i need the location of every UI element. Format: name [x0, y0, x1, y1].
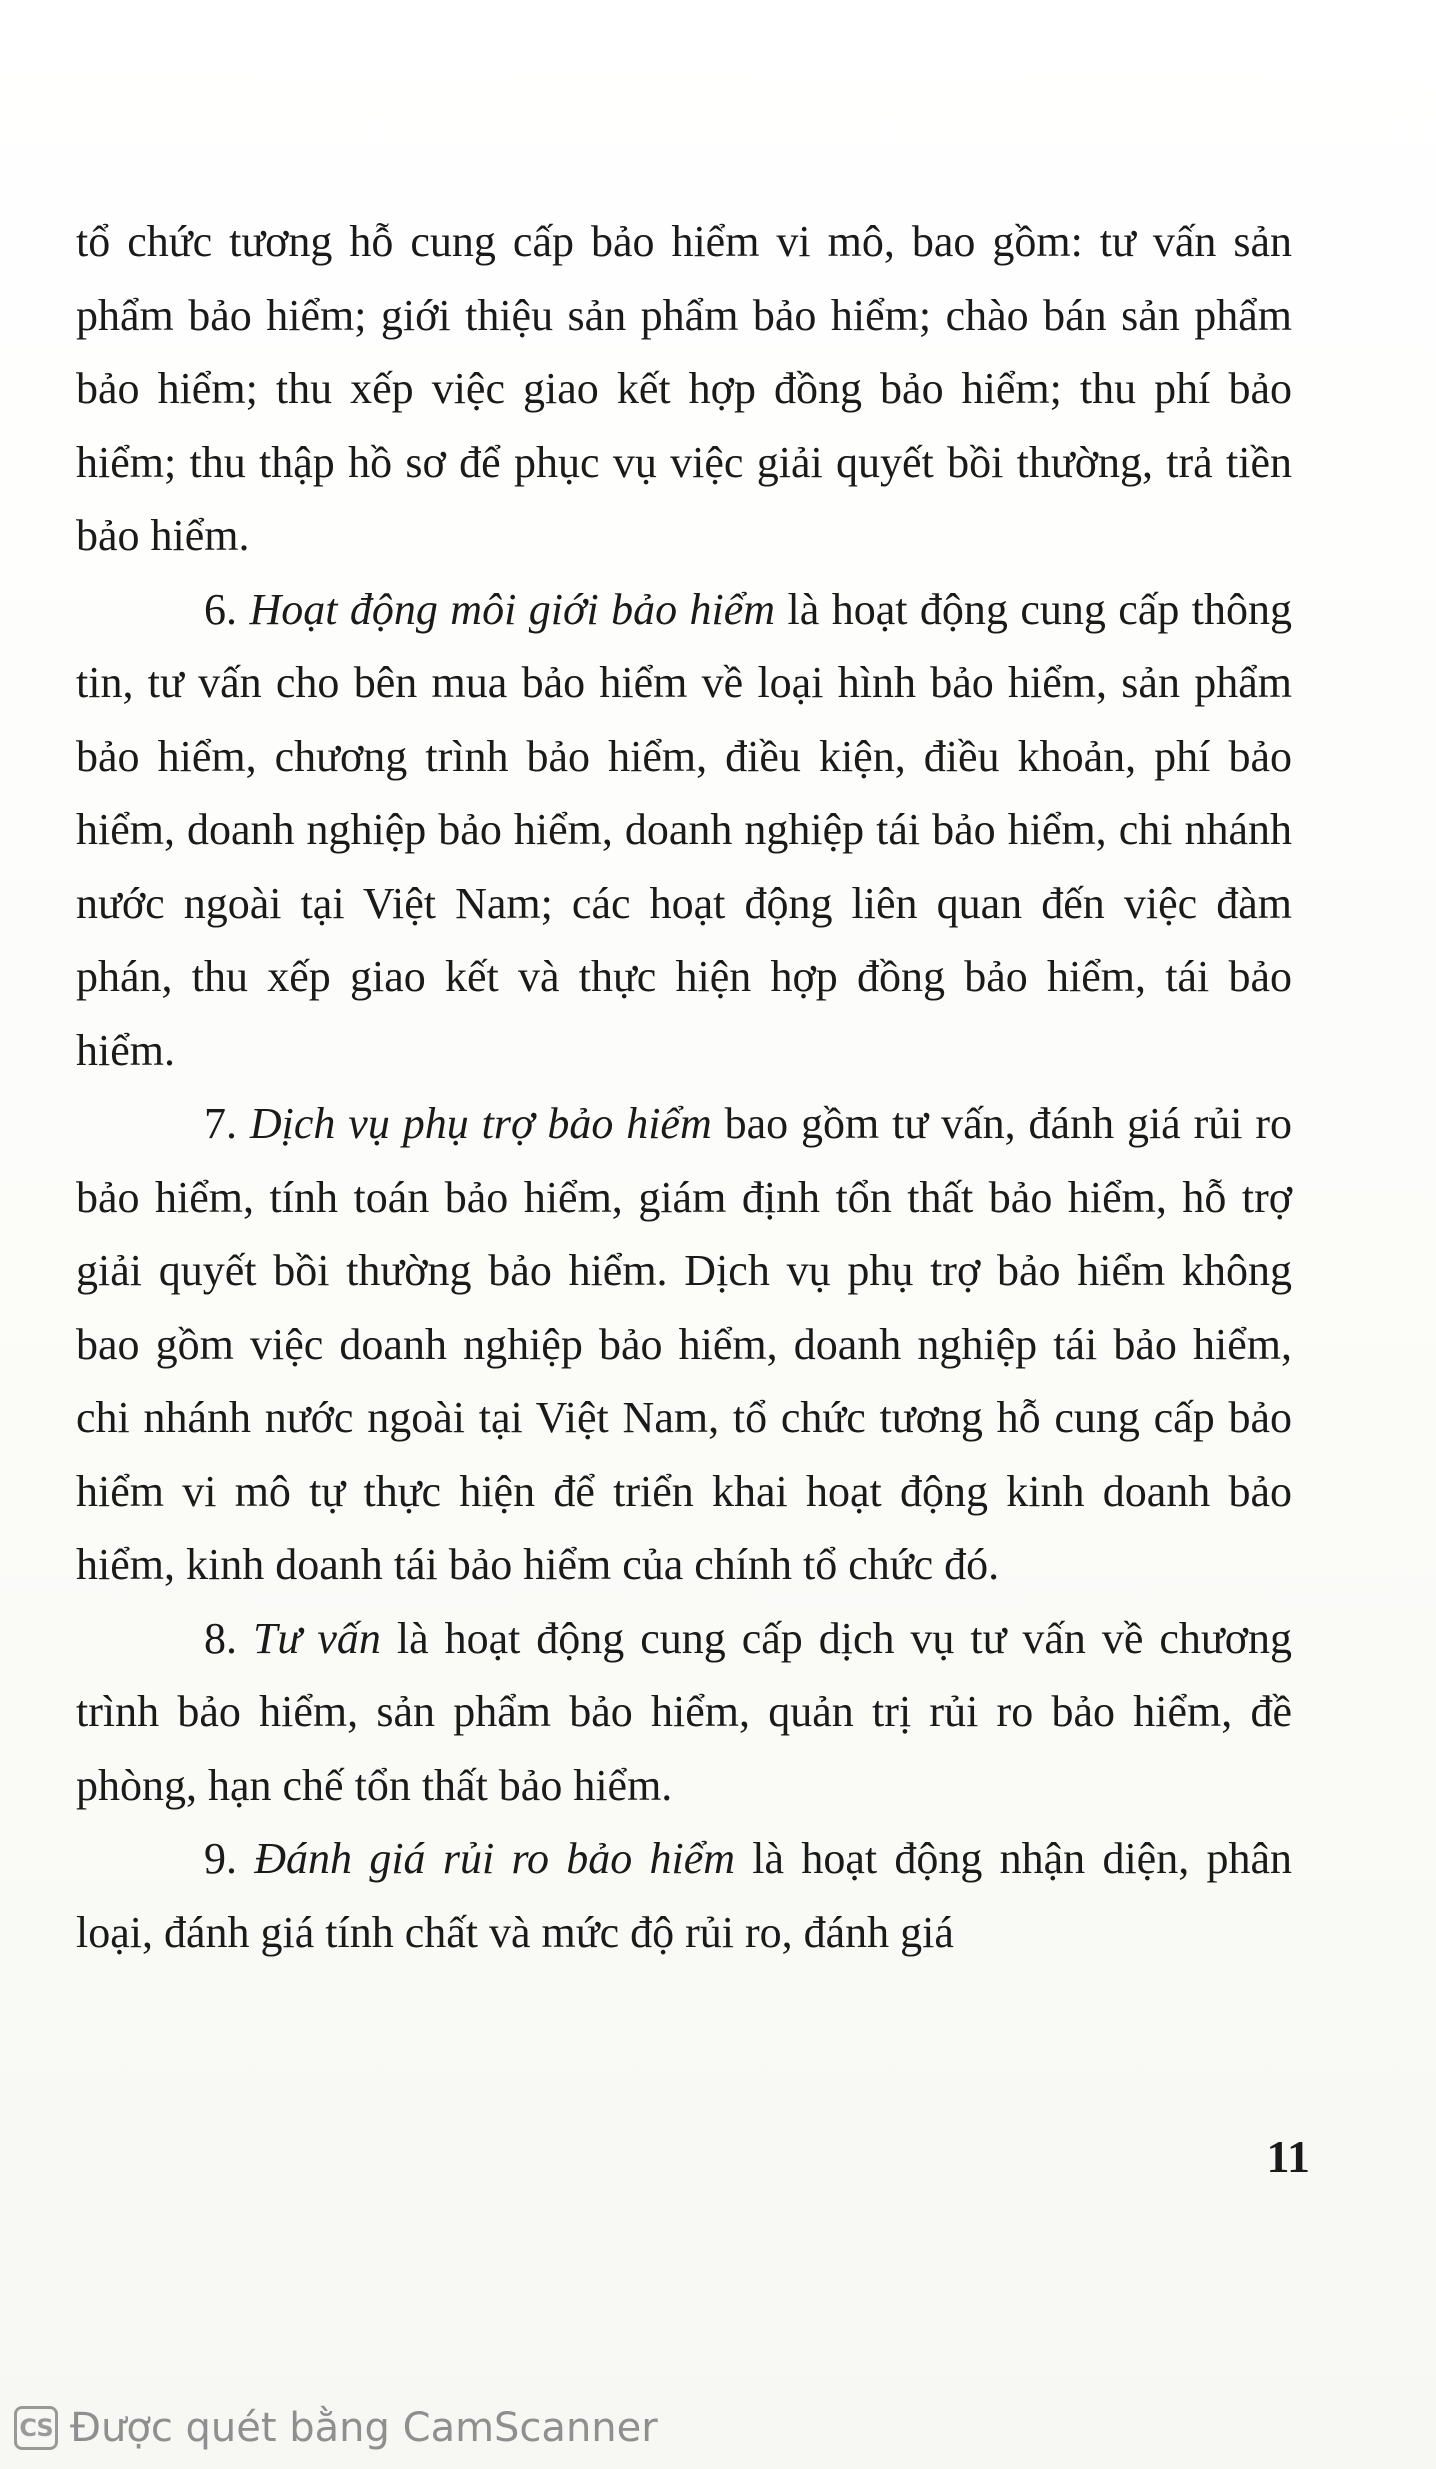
watermark-text: Được quét bằng CamScanner: [70, 2405, 658, 2451]
defined-term: Tư vấn: [252, 1613, 381, 1663]
defined-term: Hoạt động môi giới bảo hiểm: [249, 584, 776, 634]
paragraph-text: là hoạt động cung cấp dịch vụ tư vấn về chương trình bảo hiểm, sản phẩm bảo hiểm, quản trị rủi ro bảo hiểm, đề phòng, hạn chế tổn thất bảo hiểm.: [76, 1613, 1293, 1810]
defined-term: Đánh giá rủi ro bảo hiểm: [254, 1834, 736, 1883]
paragraph-number: 9.: [204, 1834, 255, 1883]
scanner-watermark: [14, 2400, 658, 2456]
page-body: [76, 205, 1292, 1969]
paragraph-text: là hoạt động cung cấp thông tin, tư vấn cho bên mua bảo hiểm về loại hình bảo hiểm, sản phẩm bảo hiểm, chương trình bảo hiểm, điều kiện, điều khoản, phí bảo hiểm, doanh nghiệp bảo hiểm, doanh nghiệp tái bảo hiểm, chi nhánh nước ngoài tại Việt Nam; các hoạt động liên quan đến việc đàm phán, thu xếp giao kết và thực hiện hợp đồng bảo hiểm, tái bảo hiểm.: [76, 584, 1292, 1075]
paragraph-8: [76, 1602, 1292, 1823]
paragraph-number: 8.: [204, 1613, 253, 1663]
paragraph-continuation: [76, 205, 1292, 573]
paragraph-6: [76, 573, 1292, 1088]
paragraph-text: bao gồm tư vấn, đánh giá rủi ro bảo hiểm, tính toán bảo hiểm, giám định tổn thất bảo hiểm, hỗ trợ giải quyết bồi thường bảo hiểm. Dịch vụ phụ trợ bảo hiểm không bao gồm việc doanh nghiệp bảo hiểm, doanh nghiệp tái bảo hiểm, chi nhánh nước ngoài tại Việt Nam, tổ chức tương hỗ cung cấp bảo hiểm vi mô tự thực hiện để triển khai hoạt động kinh doanh bảo hiểm, kinh doanh tái bảo hiểm của chính tổ chức đó.: [76, 1099, 1293, 1589]
camscanner-logo-icon: CS: [14, 2406, 58, 2450]
paragraph-text: là hoạt động nhận diện, phân loại, đánh giá tính chất và mức độ rủi ro, đánh giá: [76, 1834, 1292, 1957]
paragraph-number: 7.: [204, 1099, 250, 1148]
paragraph-7: [76, 1087, 1292, 1602]
page-number: 11: [1266, 2131, 1310, 2182]
paragraph-text: tổ chức tương hỗ cung cấp bảo hiểm vi mô, bao gồm: tư vấn sản phẩm bảo hiểm; giới thiệu sản phẩm bảo hiểm; chào bán sản phẩm bảo hiểm; thu xếp việc giao kết hợp đồng bảo hiểm; thu phí bảo hiểm; thu thập hồ sơ để phục vụ việc giải quyết bồi thường, trả tiền bảo hiểm.: [76, 217, 1292, 560]
paragraph-number: 6.: [204, 584, 250, 634]
defined-term: Dịch vụ phụ trợ bảo hiểm: [249, 1099, 712, 1148]
paragraph-9: [76, 1822, 1292, 1969]
